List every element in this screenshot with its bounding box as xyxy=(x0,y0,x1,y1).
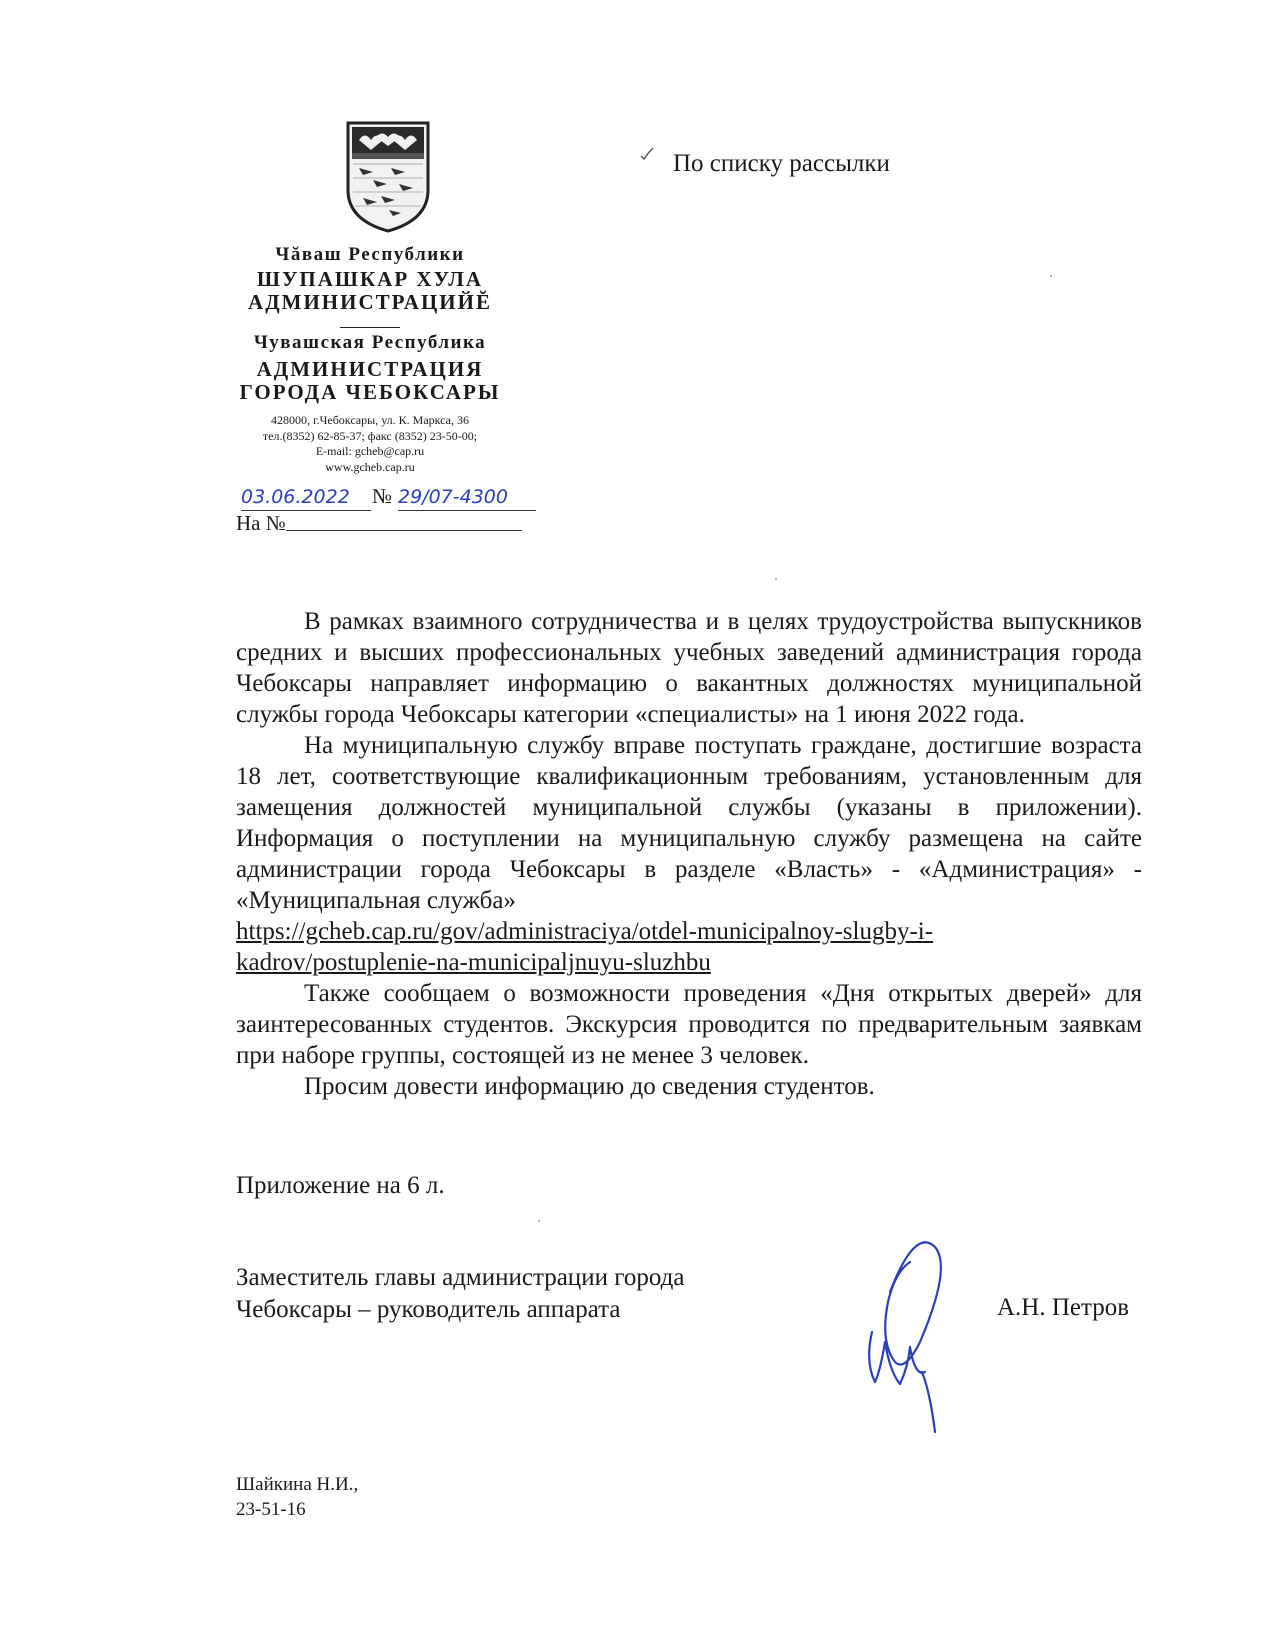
scan-speck xyxy=(775,578,777,580)
handwritten-signature xyxy=(860,1222,970,1437)
signer-position-line1: Заместитель главы администрации города xyxy=(236,1264,685,1291)
chuvash-admin-line1: ШУПАШКАР ХУЛА xyxy=(256,267,484,291)
chuvash-admin-line2: АДМИНИСТРАЦИЙĔ xyxy=(248,290,492,314)
russian-admin-title xyxy=(220,358,520,404)
coat-of-arms-icon xyxy=(345,120,431,234)
signer-name: А.Н. Петров xyxy=(997,1294,1130,1321)
body-paragraph-1: В рамках взаимного сотрудничества и в целях трудоустройства выпускников средних и высших профессиональных учебных заведений администрация города Чебоксары направляет информацию о вакантных должностях муниципальной службы города Чебоксары категории «специалисты» на 1 июня 2022 года. xyxy=(236,608,1142,728)
body-paragraph-2: На муниципальную службу вправе поступать граждане, достигшие возраста 18 лет, соответствующие квалификационным требованиям, установленным для замещения должностей муниципальной службы (указаны в приложении). Информация о поступлении на муниципальную службу размещена на сайте администрации города Чебоксары в разделе «Власть» - «Администрация» - «Муниципальная служба» xyxy=(236,732,1142,914)
checkmark-icon xyxy=(640,147,654,161)
addressee: По списку рассылки xyxy=(673,150,890,177)
russian-republic-title: Чувашская Республика xyxy=(253,332,487,353)
executor-phone: 23-51-16 xyxy=(236,1499,306,1520)
chuvash-republic-title: Чăваш Республики xyxy=(275,244,465,265)
contact-address: 428000, г.Чебоксары, ул. К. Маркса, 36 xyxy=(271,413,469,427)
executor-name: Шайкина Н.И., xyxy=(236,1474,359,1495)
letterhead-contacts xyxy=(220,413,520,475)
scan-speck xyxy=(538,1220,540,1222)
signer-position-line2: Чебоксары – руководитель аппарата xyxy=(236,1296,621,1323)
body-paragraph-4: Просим довести информацию до сведения студентов. xyxy=(304,1073,875,1100)
signer-position xyxy=(236,1262,684,1326)
body-paragraph-3: Также сообщаем о возможности проведения «Дня открытых дверей» для заинтересованных студентов. Экскурсия проводится по предварительным заявкам при наборе группы, состоящей из не менее 3 человек. xyxy=(236,980,1142,1069)
registration-date: 03.06.2022 xyxy=(241,486,371,511)
registration-number: 29/07-4300 xyxy=(398,486,536,511)
attachment-note: Приложение на 6 л. xyxy=(236,1172,445,1199)
reference-number-line xyxy=(286,530,522,531)
russian-admin-line2: ГОРОДА ЧЕБОКСАРЫ xyxy=(239,380,501,404)
registration-number-sign: № xyxy=(372,484,393,508)
contact-phone-fax: тел.(8352) 62-85-37; факс (8352) 23-50-00; xyxy=(262,428,478,443)
contact-website: www.gcheb.cap.ru xyxy=(325,459,415,474)
chuvash-admin-title xyxy=(220,268,520,314)
service-link[interactable] xyxy=(236,916,1142,978)
service-link-line2[interactable]: kadrov/postuplenie-na-municipaljnuyu-sluzhbu xyxy=(236,949,711,976)
letterhead-divider xyxy=(340,327,400,328)
scan-speck xyxy=(1050,275,1052,277)
executor-info xyxy=(236,1472,358,1522)
contact-email: E-mail: gcheb@cap.ru xyxy=(315,444,425,458)
service-link-line1[interactable]: https://gcheb.cap.ru/gov/administraciya/otdel-municipalnoy-slugby-i- xyxy=(236,918,934,945)
letter-body xyxy=(236,606,1142,1102)
russian-admin-line1: АДМИНИСТРАЦИЯ xyxy=(256,357,484,381)
reference-number-label: На № xyxy=(236,511,286,535)
